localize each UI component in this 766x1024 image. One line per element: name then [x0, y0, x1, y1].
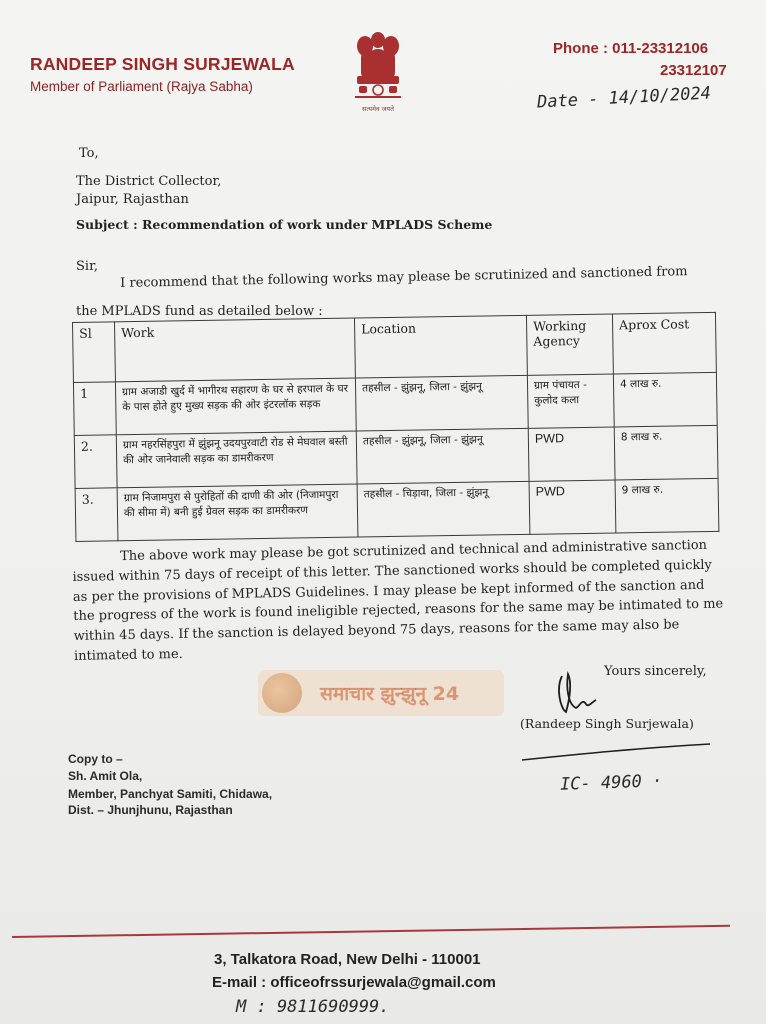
header-work: Work [115, 318, 356, 382]
copy-to-line-2: Member, Panchyat Samiti, Chidawa, [68, 787, 273, 801]
signature-stroke-icon [520, 742, 712, 762]
row-work: ग्राम निजामपुरा से पुरोहितों की दाणी की ओर (निजामपुरा की सीमा में) बनी हुई ग्रेवल सड़क का डामरीकरण [117, 484, 358, 541]
valediction: Yours sincerely, [604, 664, 707, 679]
footer-mobile: M : 9811690999. [236, 997, 390, 1017]
row-cost: 8 लाख रु. [614, 425, 718, 480]
row-cost: 9 लाख रु. [615, 478, 719, 533]
phone-line-2: 23312107 [660, 62, 727, 79]
intro-line-2: the MPLADS fund as detailed below : [76, 304, 323, 319]
row-location: तहसील - चिड़ावा, जिला - झुंझनू [357, 481, 530, 537]
row-location: तहसील - झुंझनू, जिला - झुंझनू [355, 375, 528, 431]
header-sl: Sl [73, 322, 116, 383]
row-location: तहसील - झुंझनू, जिला - झुंझनू [356, 428, 529, 484]
signatory-name: (Randeep Singh Surjewala) [520, 716, 694, 731]
copy-to-label: Copy to – [68, 752, 123, 766]
row-agency: ग्राम पंचायत - कुलोद कला [527, 374, 614, 428]
table-row [75, 478, 719, 541]
footer-email: E-mail : officeofrssurjewala@gmail.com [212, 974, 496, 991]
row-agency: PWD [528, 427, 615, 481]
footer-address: 3, Talkatora Road, New Delhi - 110001 [214, 951, 481, 968]
row-sl: 2. [74, 435, 117, 489]
letterhead-name: RANDEEP SINGH SURJEWALA [30, 54, 295, 74]
row-agency: PWD [529, 480, 616, 534]
row-sl: 3. [75, 488, 118, 542]
to-label: To, [79, 146, 99, 161]
salutation: Sir, [76, 259, 98, 274]
intro-line-1: I recommend that the following works may please be scrutinized and sanctioned from [120, 264, 688, 291]
table-header-row [73, 312, 717, 382]
works-table [72, 312, 719, 542]
subject-label: Subject : [76, 217, 138, 232]
copy-to-line-3: Dist. – Jhunjhunu, Rajasthan [68, 803, 233, 817]
header-agency: Working Agency [526, 314, 613, 375]
subject-text: Recommendation of work under MPLADS Scheme [137, 217, 493, 232]
addressee-location: Jaipur, Rajasthan [76, 192, 189, 207]
copy-to-line-1: Sh. Amit Ola, [68, 769, 143, 783]
letterhead-designation: Member of Parliament (Rajya Sabha) [30, 79, 253, 94]
handwritten-reference: IC- 4960 · [559, 771, 663, 795]
addressee: The District Collector, [76, 174, 222, 189]
row-work: ग्राम अजाडी खुर्द में भागीरथ सहारण के घर से हरपाल के घर के पास होते हुए मुख्य सड़क की ओर इंटरलॉक सड़क [115, 378, 356, 435]
row-sl: 1 [73, 382, 116, 436]
footer-divider [12, 925, 730, 938]
watermark-text: समाचार झुन्झुनू 24 [320, 683, 460, 705]
phone-line-1: Phone : 011-23312106 [553, 40, 709, 57]
closing-paragraph: The above work may please be got scrutinized and technical and administrative sanction issued within 75 days of receipt of this letter. The sanctioned works should be completed quickly as per the provisions of MPLADS Guidelines. I may please be kept informed of the sanction and the progress of the work is found ineligible rejected, reasons for the same may be intimated to me within 45 days. If the sanction is delayed beyond 75 days, reasons for the same may also be intimated to me. [72, 537, 724, 664]
header-cost: Aprox Cost [612, 312, 716, 374]
handwritten-date: Date - 14/10/2024 [536, 83, 712, 113]
subject-line [76, 217, 492, 232]
emblem-motto: सत्यमेव जयते [362, 105, 394, 113]
watermark-logo-icon [262, 673, 302, 713]
header-location: Location [354, 315, 527, 378]
row-work: ग्राम नहरसिंहपुरा में झुंझनू उदयपुरवाटी रोड से मेघवाल बस्ती की ओर जानेवाली सड़क का डामरीकरण [116, 431, 357, 488]
row-cost: 4 लाख रु. [613, 372, 717, 427]
